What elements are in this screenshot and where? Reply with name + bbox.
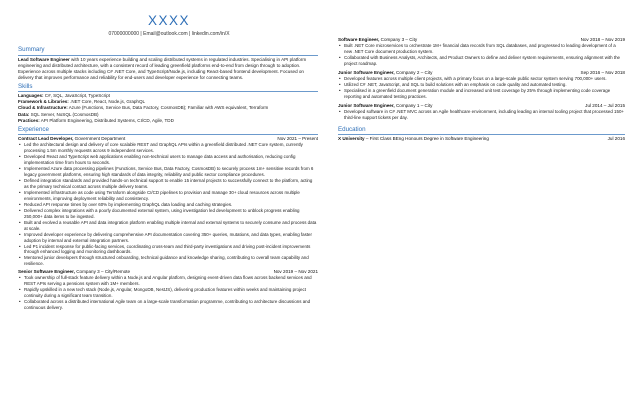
job-bullets bbox=[338, 109, 625, 121]
education-school: X University bbox=[338, 136, 365, 142]
section-divider bbox=[338, 134, 625, 135]
job-bullet: • Utilized C# .NET, JavaScript, and SQL to build solutions with an emphasis on code quality and automated testing. bbox=[338, 82, 625, 88]
job-role: Software Engineer, bbox=[338, 37, 380, 42]
skills-row bbox=[18, 118, 318, 124]
job-bullets bbox=[338, 76, 625, 100]
job-entry bbox=[18, 136, 318, 267]
job-bullets bbox=[18, 275, 318, 311]
job-bullet: • Led the architectural design and delivery of core scalable REST and GraphQL APIs within a greenfield distributed .NET Core system, currently processing 1.5m monthly requests across 9 independent services. bbox=[18, 142, 318, 154]
section-title-summary: Summary bbox=[18, 46, 45, 53]
job-bullet: • Collaborated across a distributed international Agile team on a large-scale transformation programme, contributing to architecture discussions and continuous delivery. bbox=[18, 299, 318, 311]
job-org: Company 3 – City/Remote bbox=[74, 269, 131, 275]
job-dates: Nov 2021 – Present bbox=[277, 136, 318, 142]
job-bullets bbox=[338, 43, 625, 67]
job-role: Contract Lead Developer, bbox=[18, 136, 74, 142]
section-title-skills: Skills bbox=[18, 82, 33, 90]
job-bullet: • Specialised in a greenfield document generation module and increased unit test coverage by 25% through implementing code coverage reporting and automated testing practices. bbox=[338, 88, 625, 100]
job-entry bbox=[338, 70, 625, 100]
job-bullet: • Built .NET Core microservices to orchestrate 1M+ financial data records from SQL databases, and progressed to leading development of a new .NET Core document production system. bbox=[338, 43, 625, 55]
education-entry bbox=[338, 136, 625, 142]
job-bullet: • Collaborated with Business Analysts, Architects, and Product Owners to define and deliver system requirements, ensuring alignment with the project roadmap. bbox=[338, 55, 625, 67]
job-org: Government Department bbox=[73, 136, 126, 142]
skills-value: API Platform Engineering, Distributed Systems, CI/CD, Agile, TDD bbox=[39, 117, 174, 123]
job-bullet: • Built and evolved a reusable API and data integration platform enabling multiple internal and external systems to securely consume and process data at scale. bbox=[18, 220, 318, 232]
skills-value: Azure (Functions, Service Bus, Data Factory, CosmosDB); Familiar with AWS equivalent, Terraform bbox=[67, 105, 269, 111]
skills-label: Framework & Libraries: bbox=[18, 99, 69, 105]
job-bullet: • Rapidly upskilled in a new tech stack (Node.js, Angular, MongoDB, NestJS), delivering production features within weeks and maintaining project continuity during a significant team transition. bbox=[18, 287, 318, 299]
education-school-degree bbox=[338, 136, 489, 142]
job-bullet: • Defined integration standards and provided hands-on technical support to enable 15 internal projects to successfully connect to the platform, acting as the primary technical contact across multiple delivery teams. bbox=[18, 178, 318, 190]
job-org: Company 1 – City bbox=[394, 102, 433, 108]
job-dates: Nov 2018 – Nov 2019 bbox=[580, 37, 625, 42]
section-title-experience: Experience bbox=[18, 125, 49, 133]
job-bullet: • Developed software in C# .NET MVC across an Agile healthcare environment, including leading an internal tooling project that processed 150+ third-line support tickets per day. bbox=[338, 109, 625, 121]
job-bullet: • Reduced API response times by over 60% by implementing GraphQL data loading and caching strategies. bbox=[18, 202, 318, 208]
education-section bbox=[338, 126, 625, 143]
job-bullet: • Implemented Azure data processing pipelines (Functions, Service Bus, Data Factory, CosmosDB) to securely process 1m+ sensitive records from 6 legacy government platforms, ensuring high standards of data integrity, reliability and public sector compliance procedures. bbox=[18, 166, 318, 178]
education-degree: – First Class BEng Honours Degree in Software Engineering bbox=[364, 136, 489, 142]
summary-lead: Lead Software Engineer bbox=[18, 56, 70, 62]
job-role: Junior Software Engineer, bbox=[338, 102, 395, 108]
section-divider bbox=[18, 91, 318, 92]
education-dates: Jul 2016 bbox=[607, 136, 625, 142]
job-bullet: • Developed features across multiple client projects, with a primary focus on a large-scale public sector system serving 700,000+ users. bbox=[338, 76, 625, 82]
job-bullet: • Led P1 incident response for public-facing services, coordinating cross-team and third-party investigations and driving post-incident improvements through enhanced logging and monitoring dashboards. bbox=[18, 244, 318, 256]
job-org: Company 3 – City bbox=[379, 37, 418, 42]
job-entry bbox=[18, 269, 318, 311]
job-dates: Nov 2019 – Nov 2021 bbox=[273, 269, 318, 275]
job-org: Company 2 – City bbox=[394, 69, 433, 75]
section-title-education: Education bbox=[338, 125, 366, 133]
skills-section bbox=[18, 83, 318, 124]
job-bullet: • Mentored junior developers through structured onboarding, technical guidance and knowledge sharing, contributing to overall team capability and resilience. bbox=[18, 255, 318, 267]
candidate-name: XXXX bbox=[147, 13, 191, 28]
summary-body: with 10 years experience building and scaling distributed systems in regulated industries. Specialising in API platform engineering and distributed architecture, with a consistent record of leading greenfield platforms end-to-end from design through to adoption. Experience across multiple stacks including C# .NET Core, and TypeScript/Node.js, including React-based frontend development. Focused on delivery that improves performance and reliability for end-users and developer experience for connecting teams. bbox=[18, 56, 307, 80]
job-bullet: • Implemented infrastructure as code using Terraform alongside CI/CD pipelines to provision and manage 30+ cloud resources across multiple environments, improving deployment reliability and consistency. bbox=[18, 190, 318, 202]
summary-text bbox=[18, 57, 318, 81]
skills-label: Cloud & Infrastructure: bbox=[18, 105, 68, 111]
job-bullet: • Improved developer experience by delivering comprehensive API documentation covering 350+ queries, mutations, and data types, enabling faster adoption by internal and external integration partners. bbox=[18, 232, 318, 244]
left-column bbox=[18, 46, 318, 311]
job-entry bbox=[338, 37, 625, 67]
skills-label: Languages: bbox=[18, 93, 44, 99]
job-bullets bbox=[18, 142, 318, 267]
summary-section bbox=[18, 46, 318, 81]
job-role: Junior Software Engineer, bbox=[338, 69, 395, 75]
skills-value: SQL Server, NoSQL (CosmosDB) bbox=[29, 111, 99, 117]
job-bullet: • Delivered complex integrations with a poorly documented external system, using investigation led development to unblock progress enabling 250,000+ data items to be ingested. bbox=[18, 208, 318, 220]
contact-line: 07000000000 | Email@outlook.com | linkedin.com/in/X bbox=[108, 31, 230, 37]
skills-value: .NET Core, React, Node.js, GraphQL bbox=[68, 99, 146, 105]
job-bullet: • Developed React and TypeScript web applications enabling non-technical users to manage data access and authorisation, reducing config implementation time from hours to seconds. bbox=[18, 154, 318, 166]
job-dates: Jul 2014 – Jul 2015 bbox=[585, 102, 625, 108]
section-divider bbox=[18, 55, 318, 56]
job-role: Senior Software Engineer, bbox=[18, 269, 75, 275]
job-bullet: • Took ownership of full-stack feature delivery within a Node.js and Angular platform, designing event-driven data flows across backend services and REST APIs serving a pensions system with 1M+ members. bbox=[18, 275, 318, 287]
skills-label: Practices: bbox=[18, 117, 40, 123]
right-column bbox=[338, 37, 625, 143]
job-dates: Sep 2016 – Nov 2018 bbox=[580, 69, 625, 75]
skills-value: C#, SQL, JavaScript, TypeScript bbox=[43, 93, 110, 99]
section-divider bbox=[18, 134, 318, 135]
job-entry bbox=[338, 103, 625, 121]
skills-label: Data: bbox=[18, 111, 30, 117]
experience-section bbox=[18, 126, 318, 312]
